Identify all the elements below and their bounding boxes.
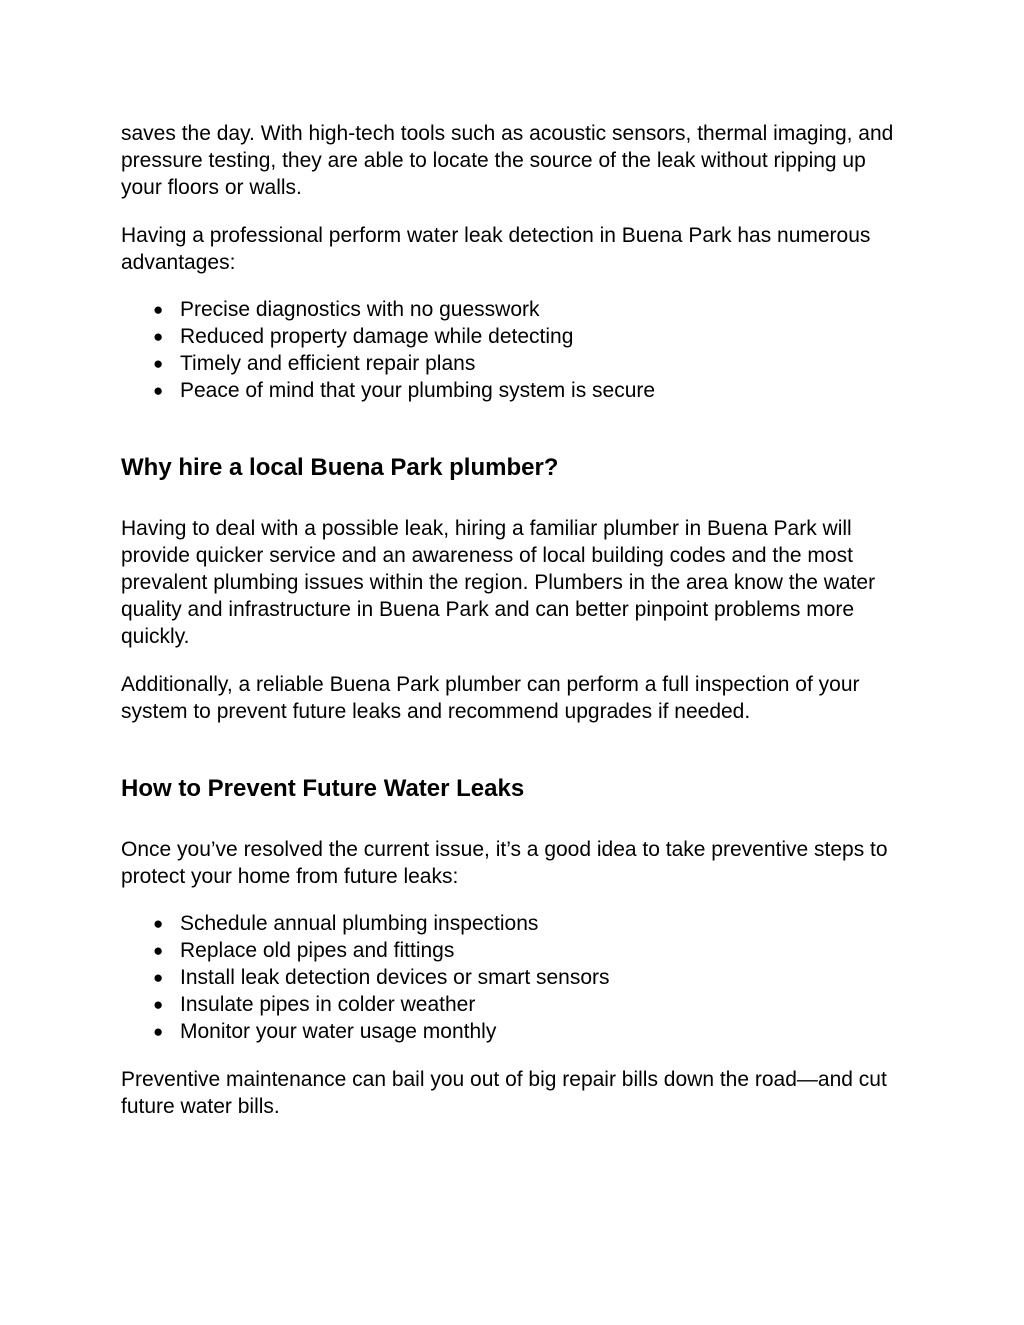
prevent-intro-paragraph: Once you’ve resolved the current issue, it’s a good idea to take preventive steps to protect your home from future leaks:: [121, 838, 888, 888]
bullet-icon: ●: [153, 1022, 164, 1041]
list-item: ● Reduced property damage while detecting: [153, 325, 574, 348]
list-item: ● Timely and efficient repair plans: [153, 352, 476, 375]
local-plumber-paragraph: Having to deal with a possible leak, hiring a familiar plumber in Buena Park will provide quicker service and an awareness of local building codes and the most prevalent plumbing issues within the region. Plumbers in the area know the water quality and infrastructure in Buena Park and can better pinpoint problems more quickly.: [121, 517, 876, 648]
list-item: ● Monitor your water usage monthly: [153, 1020, 497, 1043]
section-heading-prevent-leaks: How to Prevent Future Water Leaks: [121, 775, 525, 802]
bullet-icon: ●: [153, 941, 164, 960]
bullet-icon: ●: [153, 968, 164, 987]
list-item: ● Peace of mind that your plumbing system is secure: [153, 379, 656, 402]
list-item: ● Insulate pipes in colder weather: [153, 993, 476, 1016]
list-item: ● Precise diagnostics with no guesswork: [153, 298, 540, 321]
list-item: ● Replace old pipes and fittings: [153, 939, 455, 962]
prevention-list: [121, 910, 911, 1045]
inspection-paragraph: Additionally, a reliable Buena Park plumber can perform a full inspection of your system to prevent future leaks and recommend upgrades if needed.: [121, 673, 860, 723]
list-item: ● Install leak detection devices or smart sensors: [153, 966, 610, 989]
bullet-icon: ●: [153, 300, 164, 319]
intro-paragraph: saves the day. With high-tech tools such as acoustic sensors, thermal imaging, and pressure testing, they are able to locate the source of the leak without ripping up your floors or walls.: [121, 122, 894, 199]
bullet-icon: ●: [153, 354, 164, 373]
document-page: [121, 120, 911, 1120]
advantages-intro-paragraph: Having a professional perform water leak detection in Buena Park has numerous advantages:: [121, 224, 871, 274]
bullet-icon: ●: [153, 327, 164, 346]
bullet-icon: ●: [153, 914, 164, 933]
maintenance-paragraph: Preventive maintenance can bail you out of big repair bills down the road—and cut future water bills.: [121, 1068, 887, 1118]
bullet-icon: ●: [153, 381, 164, 400]
list-item: ● Schedule annual plumbing inspections: [153, 912, 539, 935]
advantages-list: [121, 296, 911, 404]
bullet-icon: ●: [153, 995, 164, 1014]
section-heading-local-plumber: Why hire a local Buena Park plumber?: [121, 454, 559, 481]
